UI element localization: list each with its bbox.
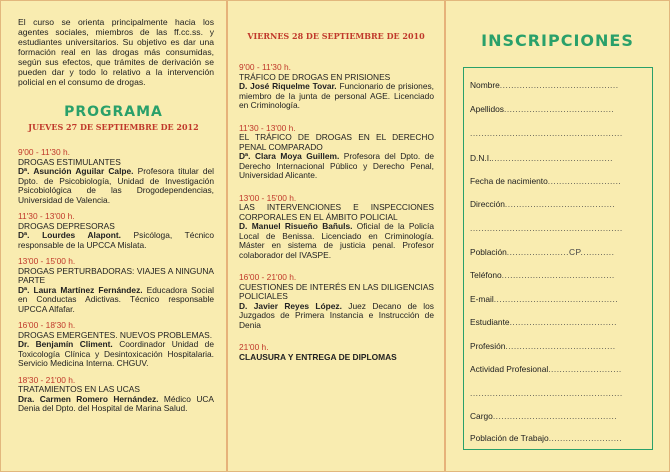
event-topic: DROGAS PERTURBADORAS: VIAJES A NINGUNA PARTE: [18, 265, 214, 285]
event-time: 16'00 - 18'30 h.: [18, 320, 76, 330]
event-time: 9'00 - 11'30 h.: [239, 62, 291, 72]
speaker-desc: Profesora titular del Dpto. de Psicobiología, Unidad de Investigación Psicobiológica de las Drogodependencias, Universidad de Valencia.: [18, 166, 214, 205]
field-label: Apellidos: [470, 104, 504, 114]
event-speaker: [18, 395, 214, 414]
field-actividad-line2[interactable]: [470, 388, 648, 398]
event-time: 13'00 - 15'00 h.: [239, 192, 297, 203]
speaker-desc: Oficial de la Policía Local de Benissa. Licenciado en Criminología. Máster en sistema de justicia penal. Profesor colaborador del IVASPE.: [239, 221, 434, 260]
event-topic: TRÁFICO DE DROGAS EN PRISIONES: [239, 71, 391, 82]
middle-panel: [228, 1, 446, 471]
registration-form: [463, 67, 653, 450]
field-dots: ......................................: [509, 317, 617, 327]
field-dni[interactable]: [470, 153, 648, 163]
event-item: [18, 148, 214, 205]
field-estudiante[interactable]: [470, 317, 648, 327]
event-time: 16'00 - 21'00 h.: [239, 272, 297, 282]
field-email[interactable]: [470, 294, 648, 304]
field-cargo[interactable]: [470, 411, 648, 421]
field-profesion[interactable]: [470, 341, 648, 351]
speaker-name: Dª. Lourdes Alapont.: [18, 230, 121, 240]
field-dots: .......................................: [504, 104, 615, 114]
field-label: Población: [470, 247, 507, 257]
event-time: 18'30 - 21'00 h.: [18, 374, 76, 385]
field-label: E-mail: [470, 294, 494, 304]
event-topic: DROGAS EMERGENTES. NUEVOS PROBLEMAS.: [18, 329, 213, 340]
field-label: Profesión: [470, 341, 506, 351]
field-dots: ......................................................: [470, 128, 623, 138]
speaker-desc: Coordinador Unidad de Toxicología Clínica y Desintoxicación Hospitalaria. Servicio Medicina Interna. CHGUV.: [18, 339, 214, 368]
inscripciones-title: INSCRIPCIONES: [481, 31, 634, 50]
day2-title: VIERNES 28 DE SEPTIEMBRE DE 2010: [247, 31, 425, 41]
field-dots: ...........................................: [491, 153, 613, 163]
event-item: [239, 194, 434, 261]
speaker-name: D. Manuel Risueño Bañuls.: [239, 221, 353, 231]
field-label: Estudiante: [470, 317, 510, 327]
field-dots: ............................................: [493, 294, 619, 304]
speaker-name: Dª. Clara Moya Guillem.: [239, 151, 340, 161]
field-label: Dirección: [470, 199, 505, 209]
event-topic: EL TRÁFICO DE DROGAS EN EL DERECHO PENAL COMPARADO: [239, 132, 434, 152]
speaker-desc: Psicóloga, Técnico responsable de la UPCCA Mislata.: [18, 230, 214, 250]
field-actividad-profesional[interactable]: [470, 364, 648, 374]
speaker-desc: Juez Decano de los Juzgados de Primera Instancia e Instrucción de Denia: [239, 300, 434, 330]
field-label: Cargo: [470, 411, 493, 421]
field-dots: ..........................: [547, 176, 622, 186]
field-direccion-line2[interactable]: [470, 223, 648, 233]
event-time: 13'00 - 15'00 h.: [18, 256, 76, 266]
field-fecha-nacimiento[interactable]: [470, 176, 648, 186]
left-panel: [1, 1, 228, 471]
field-dots: ..........................: [548, 433, 623, 443]
field-apellidos[interactable]: [470, 104, 648, 114]
field-label: D.N.I.: [470, 153, 492, 163]
field-label: Población de Trabajo: [470, 433, 549, 443]
field-nombre[interactable]: [470, 80, 648, 90]
event-speaker: [18, 340, 214, 369]
event-time: 21'00 h.: [239, 342, 269, 352]
speaker-desc: Educadora Social en Conductas Adictivas. Técnico responsable UPCCA Alfafar.: [18, 284, 214, 314]
field-label: Teléfono: [470, 270, 502, 280]
intro-text: El curso se orienta principalmente hacia los agentes sociales, miembros de las ff.cc.ss. y estudiantes universitarios. Su objetivo es dar una formación real en las drogas más consumidas, según sus efectos, que trámites de derivación se pueden dar y todo lo relativo a la intervención policial en el consumo de drogas.: [18, 17, 214, 87]
event-topic: CUESTIONES DE INTERÉS EN LAS DILIGENCIAS POLICIALES: [239, 281, 434, 301]
speaker-name: D. José Riquelme Tovar.: [239, 81, 337, 91]
speaker-name: Dª. Asunción Aguilar Calpe.: [18, 166, 134, 176]
field-dots: ..........................................: [499, 80, 619, 90]
field-label: Actividad Profesional: [470, 364, 549, 374]
speaker-desc: Profesora del Dpto. de Derecho Internacional Público y Derecho Penal, Universidad Alicante.: [239, 151, 434, 180]
event-topic: DROGAS ESTIMULANTES: [18, 156, 121, 167]
event-item: [239, 124, 434, 181]
event-topic: DROGAS DEPRESORAS: [18, 220, 115, 231]
right-panel: [446, 1, 669, 471]
field-dots: ......................................................: [470, 388, 623, 398]
closing-title: CLAUSURA Y ENTREGA DE DIPLOMAS: [239, 351, 397, 362]
speaker-name: Dª. Laura Martínez Fernández.: [18, 284, 143, 295]
event-speaker: [18, 231, 214, 250]
field-dots: ........................................: [501, 270, 615, 280]
event-time: 9'00 - 11'30 h.: [18, 147, 70, 157]
field-apellidos-line2[interactable]: [470, 128, 648, 138]
event-speaker: [239, 152, 434, 181]
speaker-name: D. Javier Reyes López.: [239, 300, 342, 311]
field-direccion[interactable]: [470, 199, 648, 209]
event-speaker: [239, 222, 434, 260]
field-poblacion-trabajo[interactable]: [470, 433, 648, 443]
event-speaker: [239, 302, 434, 331]
event-item: [239, 63, 434, 111]
day2-events: [228, 63, 444, 362]
event-speaker: [18, 286, 214, 315]
field-dots: ......................................................: [470, 223, 623, 233]
day1-title: JUEVES 27 DE SEPTIEMBRE DE 2012: [28, 122, 199, 132]
event-time: 11'30 - 13'00 h.: [18, 211, 75, 221]
speaker-name: Dr. Benjamín Climent.: [18, 339, 113, 349]
field-label: Fecha de nacimiento: [470, 176, 548, 186]
event-speaker: [18, 167, 214, 205]
event-item: [18, 321, 214, 369]
speaker-name: Dra. Carmen Romero Hernández.: [18, 393, 159, 404]
event-topic: LAS INTERVENCIONES E INSPECCIONES CORPORALES EN EL ÁMBITO POLICIAL: [239, 202, 434, 222]
day1-events: [1, 148, 226, 414]
event-time: 11'30 - 13'00 h.: [239, 122, 296, 133]
field-dots: .......................................: [505, 341, 616, 351]
event-item: [18, 376, 214, 414]
event-item: [18, 212, 214, 250]
field-dots: .......................................: [504, 199, 616, 209]
field-label: Nombre: [470, 80, 500, 90]
event-item: [239, 273, 434, 330]
programa-title: PROGRAMA: [64, 104, 163, 120]
field-dots: ..........................: [548, 364, 622, 374]
event-speaker: [239, 82, 434, 111]
field-dots: ......................CP............: [506, 247, 615, 257]
field-telefono[interactable]: [470, 270, 648, 280]
field-dots: ............................................: [492, 411, 618, 421]
event-topic: TRATAMIENTOS EN LAS UCAS: [18, 384, 140, 394]
field-poblacion-cp[interactable]: [470, 247, 648, 257]
speaker-desc: Funcionario de prisiones, miembro de la junta de personal AGE. Licenciado en Criminología.: [239, 81, 434, 110]
event-item-closing: [239, 343, 434, 362]
event-item: [18, 257, 214, 314]
speaker-desc: Médico UCA Denia del Dpto. del Hospital de Marina Salud.: [18, 393, 214, 413]
